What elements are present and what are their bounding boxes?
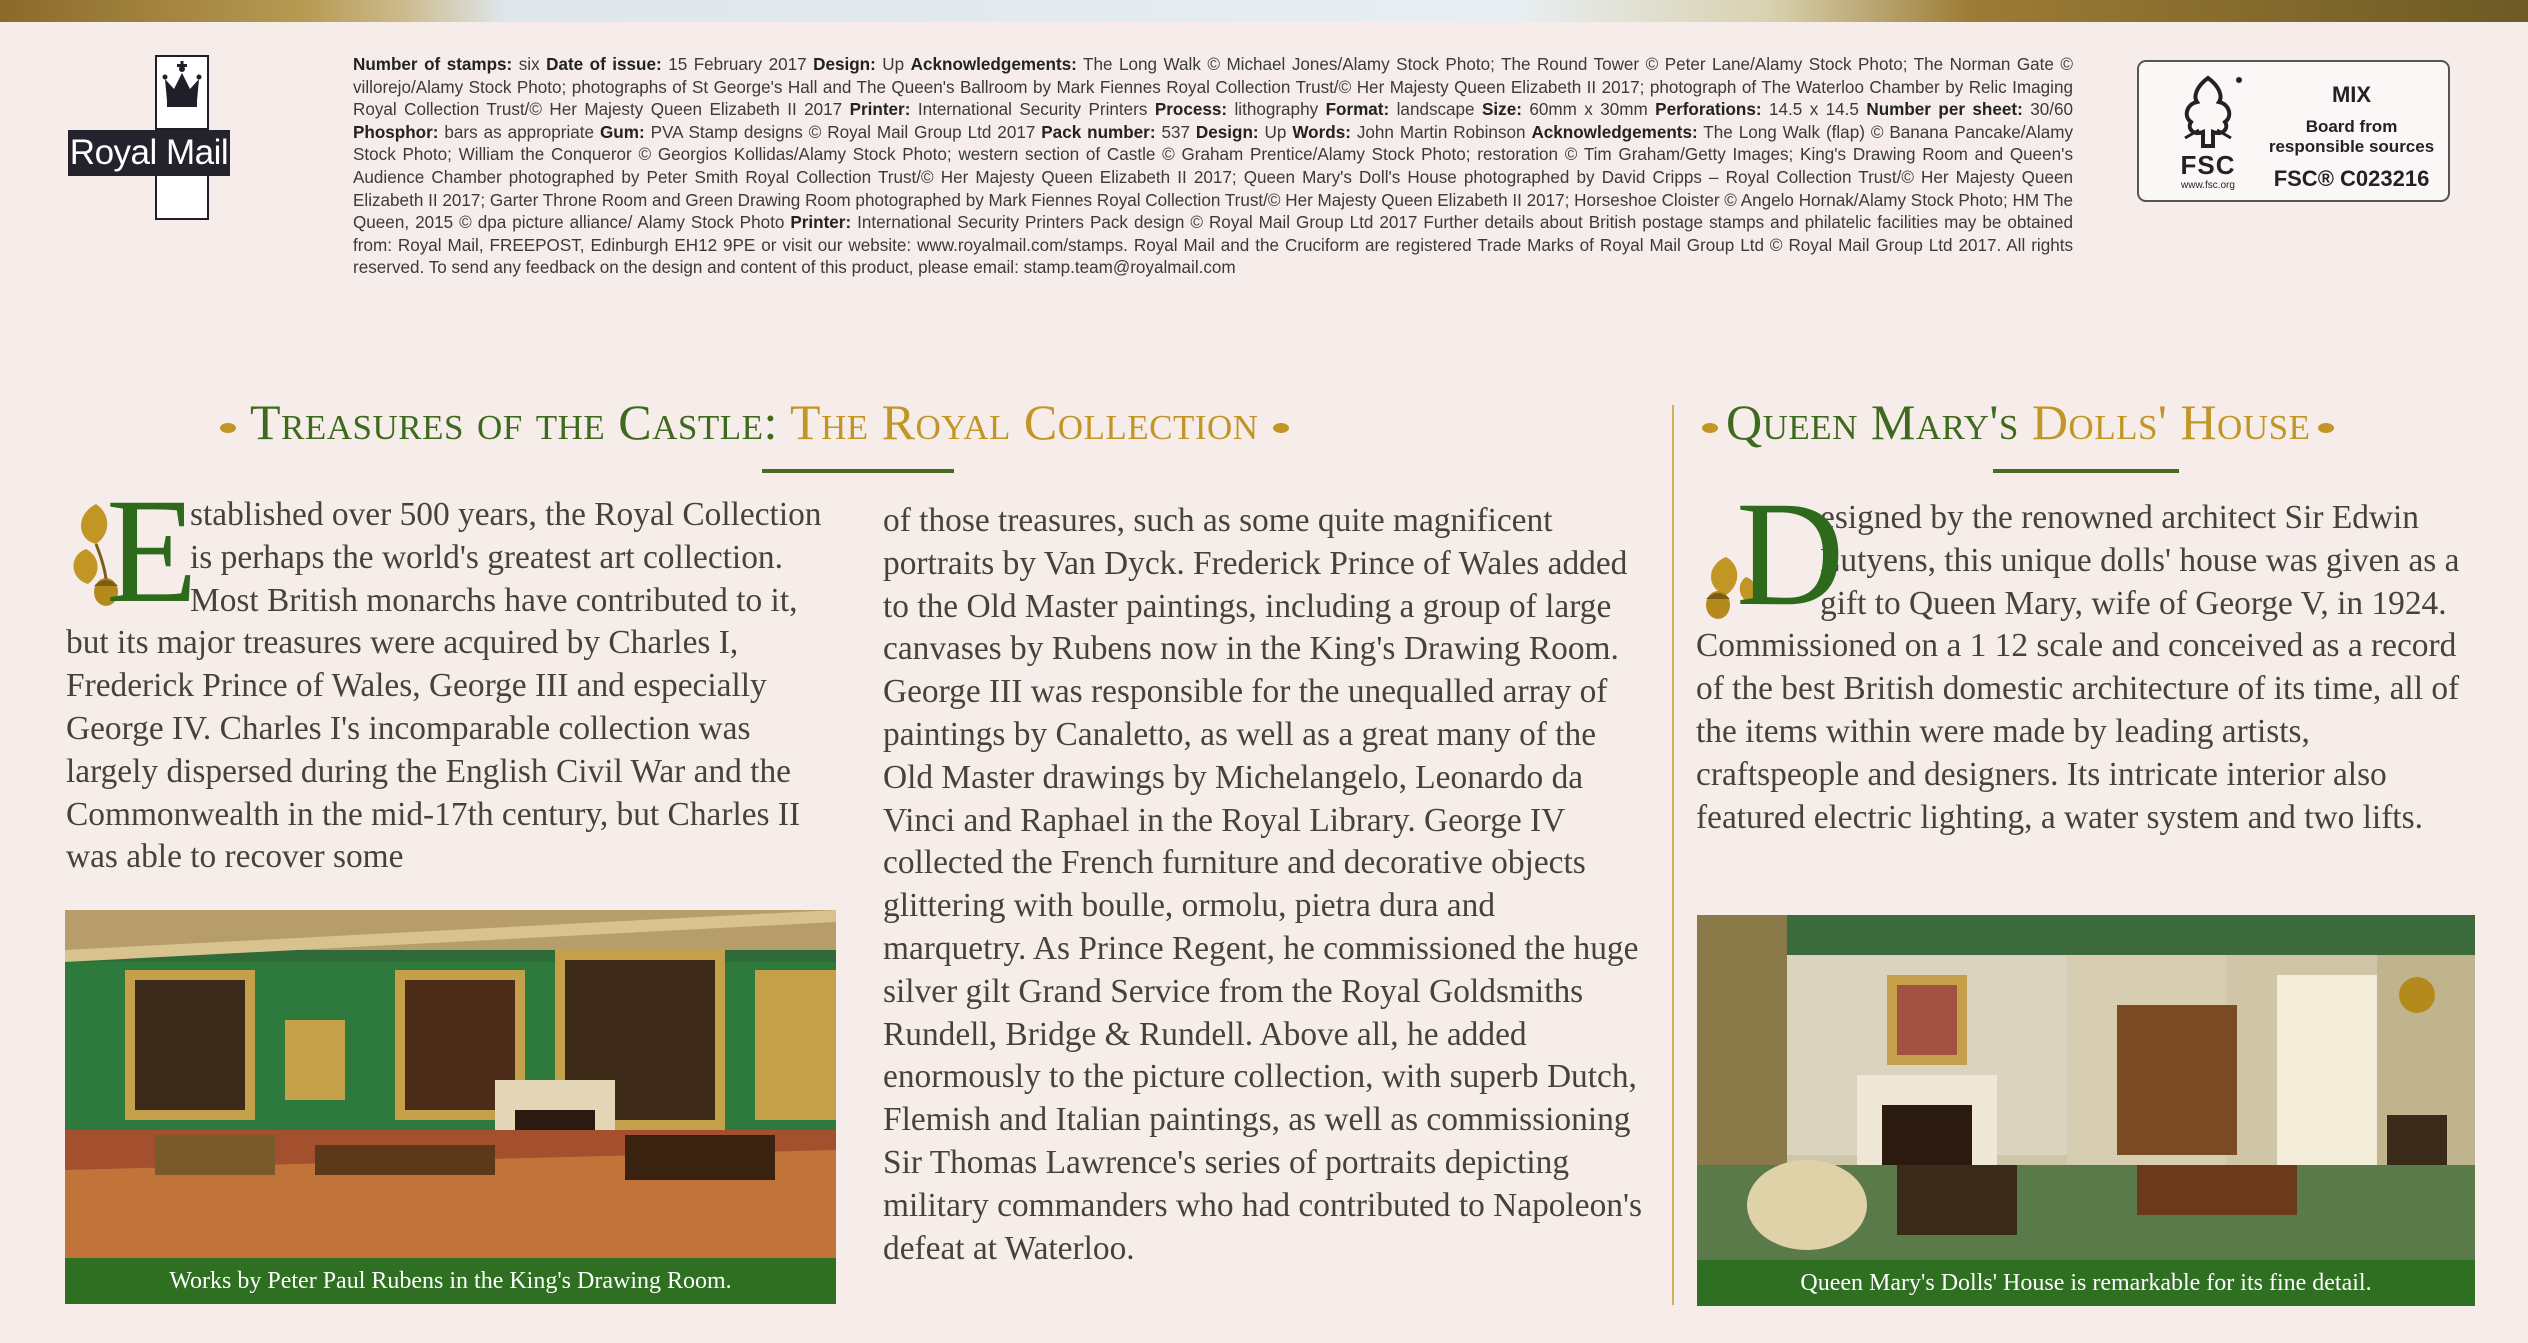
tech-label: Printer: xyxy=(849,100,911,120)
tech-label: Gum: xyxy=(600,122,645,142)
tech-value: Up xyxy=(1258,122,1293,142)
fsc-url: www.fsc.org xyxy=(2181,180,2235,191)
tech-label: Format: xyxy=(1325,100,1390,120)
logo-tail xyxy=(155,176,209,220)
tech-label: Process: xyxy=(1154,100,1228,120)
section1-col1-text: stablished over 500 years, the Royal Collection is perhaps the world's greatest art collection. Most British monarchs have contributed to it, but its major treasures were acquired by Charles I, Frederick Prince of Wales, George III and especially George IV. Charles I's incomparable collection was largely dispersed during the English Civil War and the Commonwealth in the mid-17th century, but Charles II was able to recover some xyxy=(66,496,822,876)
section2-text-block xyxy=(1696,471,2466,839)
fsc-code: FSC® C023216 xyxy=(2273,166,2430,191)
kings-drawing-room-photo xyxy=(65,910,836,1258)
dropcap-e xyxy=(66,468,198,634)
fsc-description: Board from responsible sources xyxy=(2268,117,2435,156)
tech-value: bars as appropriate xyxy=(438,122,601,142)
section1-col2-text: of those treasures, such as some quite magnificent portraits by Van Dyck. Frederick Prince of Wales added to the Old Master paintings, including a group of large canvases by Rubens now in the King's Drawing Room. George III was responsible for the unequalled array of paintings by Canaletto, as well as a great many of the Old Master drawings by Michelangelo, Leonardo da Vinci and Raphael in the Royal Library. George IV collected the French furniture and decorative objects glittering with boulle, ormolu, pietra dura and marquetry. As Prince Regent, he commissioned the huge silver gilt Grand Service from the Royal Goldsmiths Rundell, Bridge & Rundell. Above all, he added enormously to the picture collection, with superb Dutch, Flemish and Italian paintings, as well as commissioning Sir Thomas Lawrence's series of portraits depicting military commanders who had contributed to Napoleon's defeat at Waterloo. xyxy=(883,502,1642,1267)
section1-title-a: Treasures of the Castle: xyxy=(250,394,790,450)
tech-value: The Long Walk (flap) © Banana Pancake/Alamy Stock Photo; William the Conqueror © Georgios Kollidas/Alamy Stock Photo; western section of Castle © Graham Prentice/Alamy Stock Photo; restoration © Tim Graham/Getty Images; King's Drawing Room and Queen's Audience Chamber photographed by Peter Smith Royal Collection Trust/© Her Majesty Queen Elizabeth II 2017; Queen Mary's Doll's House photographed by David Cripps – Royal Collection Trust/© Her Majesty Queen Elizabeth II 2017; Garter Throne Room and Green Drawing Room photographed by Mark Fiennes Royal Collection Trust/© Her Majesty Queen Elizabeth II 2017; Horseshoe Cloister © Angelo Hornak/Alamy Stock Photo; HM The Queen, 2015 © dpa picture alliance/ Alamy Stock Photo xyxy=(353,122,2073,233)
section2-title-a: Queen Mary's xyxy=(1726,394,2032,450)
section1-caption: Works by Peter Paul Rubens in the King's Drawing Room. xyxy=(65,1258,836,1304)
section2-heading xyxy=(1702,392,2334,452)
tech-label: Number of stamps: xyxy=(353,55,513,74)
fsc-tree-icon xyxy=(2167,72,2249,150)
bullet-icon xyxy=(1702,423,1718,433)
tech-value: 30/60 xyxy=(2022,100,2073,120)
tech-value: International Security Printers xyxy=(910,100,1155,120)
tech-label: Pack number: xyxy=(1041,122,1156,142)
tech-value: 15 February 2017 xyxy=(661,55,814,74)
section1-title-b: The Royal Collection xyxy=(789,394,1259,450)
section1-column2 xyxy=(883,500,1645,1270)
tech-label: Printer: xyxy=(790,213,852,233)
tech-label: Perforations: xyxy=(1655,100,1762,120)
column-divider xyxy=(1672,405,1674,1305)
tech-label: Words: xyxy=(1292,122,1351,142)
royal-mail-logo xyxy=(68,55,230,220)
crown-icon xyxy=(155,55,209,130)
tech-value: six xyxy=(512,55,547,74)
tech-value: The Long Walk © Michael Jones/Alamy Stock Photo; The Round Tower © Peter Lane/Alamy Stock Photo; The Norman Gate © villorejo/Alamy Stock Photo; photographs of St George's Hall and The Queen's Ballroom by Mark Fiennes Royal Collection Trust/© Her Majesty Queen Elizabeth II 2017; photograph of The Waterloo Chamber by Relic Imaging Royal Collection Trust/© Her Majesty Queen Elizabeth II 2017 xyxy=(353,55,2074,120)
tech-label: Design: xyxy=(813,55,876,74)
dolls-house-photo xyxy=(1697,915,2475,1260)
royal-mail-wordmark: Royal Mail xyxy=(68,130,230,176)
tech-value: lithography xyxy=(1227,100,1326,120)
tech-value: International Security Printers Pack design © Royal Mail Group Ltd 2017 Further details about British postage stamps and philatelic facilities may be obtained from: Royal Mail, FREEPOST, Edinburgh EH12 9PE or visit our website: www.royalmail.com/stamps. Royal Mail and the Cruciform are registered Trade Marks of Royal Mail Group Ltd © Royal Mail Group Ltd 2017. All rights reserved. To send any feedback on the design and content of this product, please email: stamp.team@royalmail.com xyxy=(353,213,2073,278)
tech-value: PVA Stamp designs © Royal Mail Group Ltd 2017 xyxy=(644,122,1042,142)
section2-title-b: Dolls' House xyxy=(2031,394,2311,450)
fsc-badge xyxy=(2137,60,2450,202)
section1-column1 xyxy=(66,468,838,879)
tech-value: Up xyxy=(875,55,911,74)
tech-value: John Martin Robinson xyxy=(1350,122,1532,142)
section2-body-text: esigned by the renowned architect Sir Edwin Lutyens, this unique dolls' house was given as a gift to Queen Mary, wife of George V, in 1924. Commissioned on a 1 12 scale and conceived as a record of the best British domestic architecture of its time, all of the items within were made by leading artists, craftspeople and designers. Its intricate interior also featured electric lighting, a water system and two lifts. xyxy=(1696,499,2460,836)
dropcap-d xyxy=(1696,471,1845,637)
tech-label: Size: xyxy=(1482,100,1522,120)
bullet-icon xyxy=(1273,423,1289,433)
tech-label: Design: xyxy=(1195,122,1259,142)
tech-value: 60mm x 30mm xyxy=(1521,100,1656,120)
tech-label: Acknowledgements: xyxy=(910,55,1077,74)
tech-label: Acknowledgements: xyxy=(1531,122,1698,142)
bullet-icon xyxy=(2318,423,2334,433)
tech-label: Phosphor: xyxy=(353,122,439,142)
tech-value: landscape xyxy=(1389,100,1482,120)
tech-label: Date of issue: xyxy=(546,55,662,74)
fsc-name: FSC xyxy=(2180,150,2236,180)
top-photo-strip xyxy=(0,0,2528,22)
section1-rule xyxy=(762,469,954,473)
technical-details-text xyxy=(353,54,2073,280)
bullet-icon xyxy=(220,423,236,433)
dropcap-letter: E xyxy=(106,468,198,634)
section2-rule xyxy=(1993,469,2179,473)
section2-caption: Queen Mary's Dolls' House is remarkable for its fine detail. xyxy=(1697,1260,2475,1306)
section1-heading xyxy=(206,392,1303,452)
tech-label: Number per sheet: xyxy=(1866,100,2023,120)
dropcap-letter: D xyxy=(1736,471,1845,637)
fsc-mix-label: MIX xyxy=(2331,82,2372,107)
tech-value: 537 xyxy=(1155,122,1196,142)
tech-value: 14.5 x 14.5 xyxy=(1761,100,1867,120)
